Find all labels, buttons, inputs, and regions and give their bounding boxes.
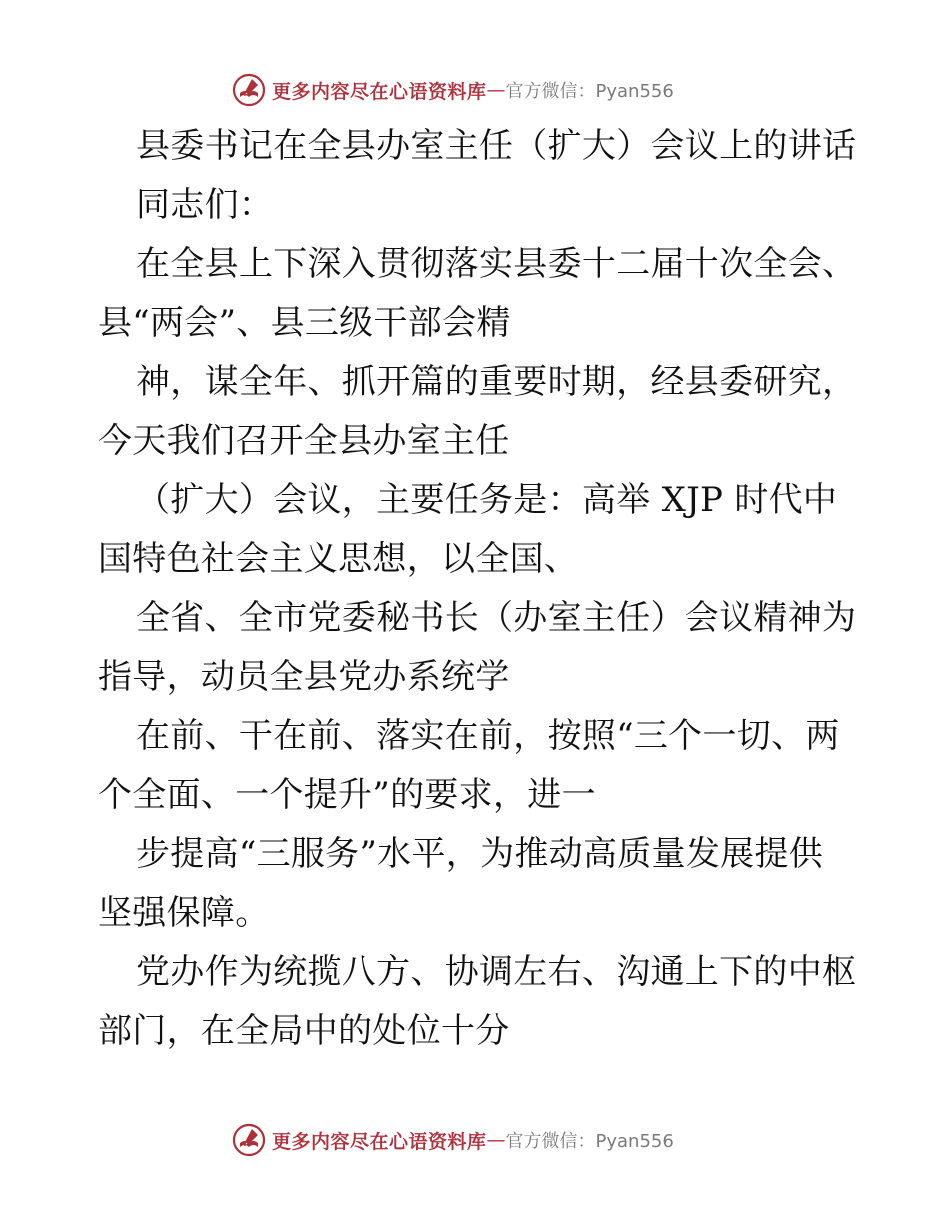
banner-title: 更多内容尽在心语资料库 bbox=[272, 1130, 487, 1153]
footer-banner bbox=[232, 1122, 674, 1158]
paragraph-line: 国特色社会主义思想，以全国、 bbox=[98, 539, 579, 579]
book-pen-logo-icon bbox=[232, 1123, 266, 1157]
paragraph-line: 神，谋全年、抓开篇的重要时期，经县委研究， bbox=[136, 362, 857, 402]
paragraph-line: 县“两会”、县三级干部会精 bbox=[98, 303, 511, 343]
paragraph-line: 部门，在全局中的处位十分 bbox=[98, 1011, 510, 1051]
paragraph-line: 个全面、一个提升”的要求，进一 bbox=[98, 775, 596, 815]
paragraph-line: 在全县上下深入贯彻落实县委十二届十次全会、 bbox=[136, 244, 857, 284]
document-body bbox=[98, 117, 858, 1061]
paragraph-line: 党办作为统揽八方、协调左右、沟通上下的中枢 bbox=[136, 952, 857, 992]
document-title: 县委书记在全县办室主任（扩大）会议上的讲话 bbox=[136, 126, 857, 166]
paragraph-line: 今天我们召开全县办室主任 bbox=[98, 421, 510, 461]
salutation: 同志们： bbox=[136, 185, 274, 225]
header-banner bbox=[232, 72, 674, 108]
paragraph-line: 指导，动员全县党办系统学 bbox=[98, 657, 510, 697]
banner-dash: — bbox=[486, 1129, 506, 1151]
paragraph-line: 在前、干在前、落实在前，按照“三个一切、两 bbox=[136, 716, 840, 756]
paragraph-line: （扩大）会议，主要任务是：高举 XJP 时代中 bbox=[136, 480, 838, 520]
paragraph-line: 坚强保障。 bbox=[98, 893, 270, 933]
book-pen-logo-icon bbox=[232, 73, 266, 107]
banner-wechat: 官方微信：Pyan556 bbox=[505, 81, 674, 102]
paragraph-line: 步提高“三服务”水平，为推动高质量发展提供 bbox=[136, 834, 824, 874]
banner-dash: — bbox=[486, 79, 506, 101]
banner-wechat: 官方微信：Pyan556 bbox=[505, 1131, 674, 1152]
paragraph-line: 全省、全市党委秘书长（办室主任）会议精神为 bbox=[136, 598, 857, 638]
banner-title: 更多内容尽在心语资料库 bbox=[272, 80, 487, 103]
